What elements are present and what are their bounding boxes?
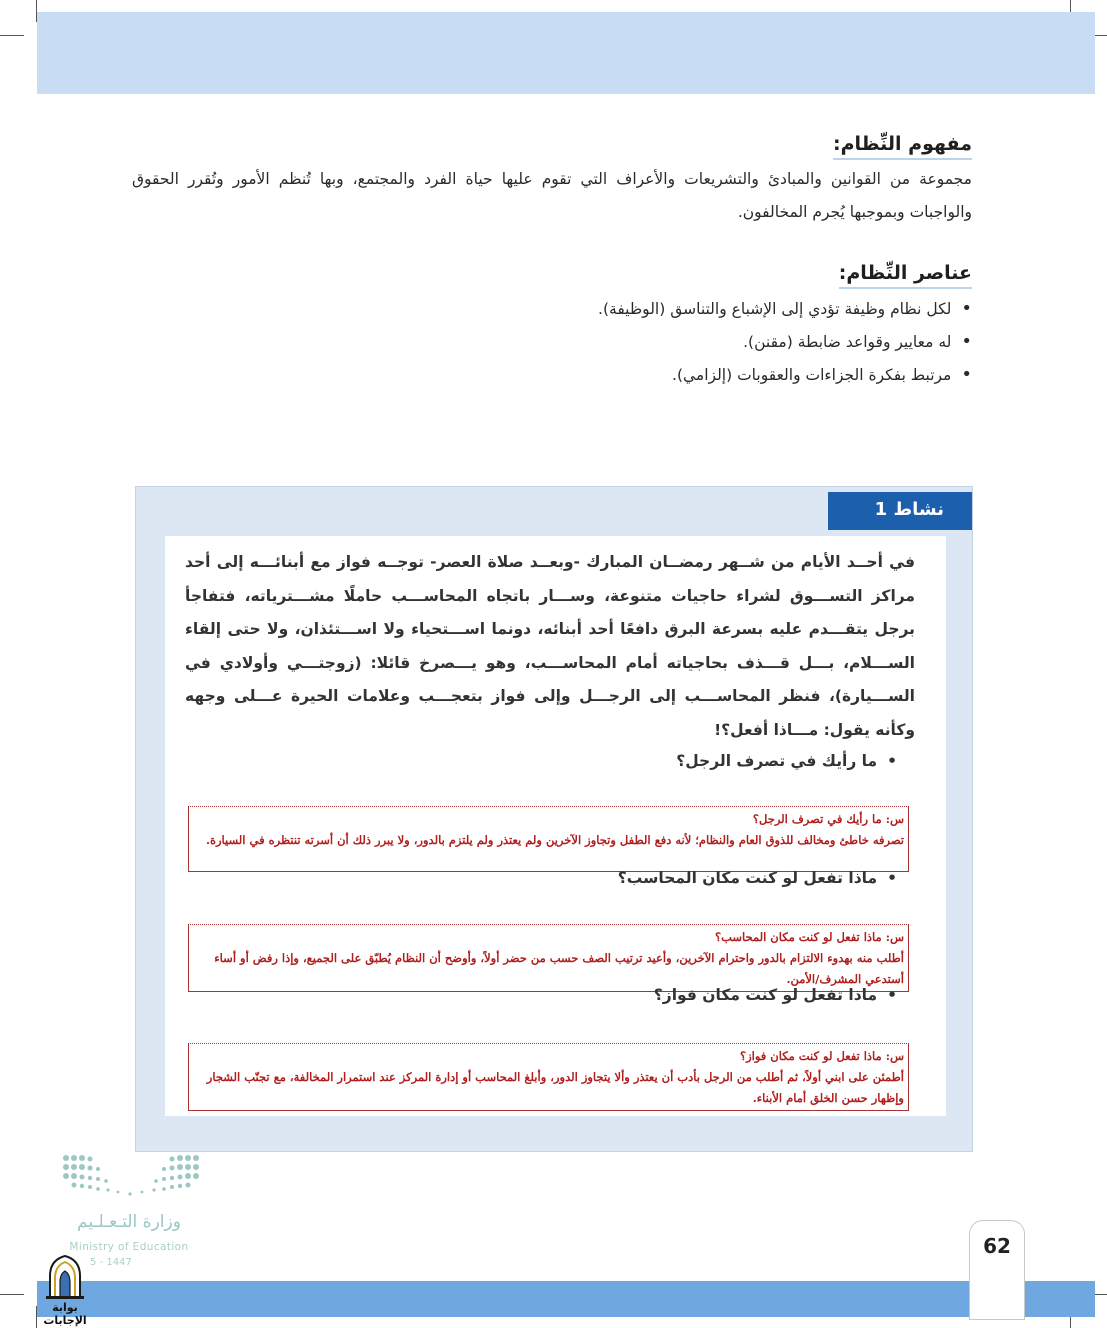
portal-label[interactable]: بوابة الإجابات — [43, 1301, 87, 1327]
concept-title: مفهوم النِّظام: — [833, 133, 972, 160]
list-item: • لكل نظام وظيفة تؤدي إلى الإشباع والتناسق (الوظيفة). — [172, 292, 972, 325]
top-header-band — [37, 12, 1095, 94]
mosque-icon — [44, 1254, 86, 1300]
answer-question: س: ما رأيك في تصرف الرجل؟ — [752, 812, 904, 826]
answer-box-1[interactable] — [188, 806, 909, 872]
answer-box-2[interactable] — [188, 924, 909, 992]
list-item: • له معايير وقواعد ضابطة (مقنن). — [172, 325, 972, 358]
ministry-name-arabic: وزارة التـعـلـيم — [77, 1212, 181, 1232]
answer-text: أطمئن على ابني أولاً، ثم أطلب من الرجل بأدب أن يعتذر وألا يتجاوز الدور، وأبلغ المحاسب أو إدارة المركز عند استمرار المخالفة، مع تجنّب الشجار وإظهار حسن الخلق أمام الأبناء. — [206, 1070, 904, 1105]
answer-text: أطلب منه بهدوء الالتزام بالدور واحترام الآخرين، وأعيد ترتيب الصف حسب من حضر أولاً، وأوضح أن النظام يُطبّق على الجميع، وإذا رفض أو أساء أستدعي المشرف/الأمن. — [214, 951, 904, 986]
ministry-name-english: Ministry of Education — [69, 1241, 189, 1253]
list-item: • مرتبط بفكرة الجزاءات والعقوبات (إلزامي). — [172, 358, 972, 391]
question-1: • ما رأيك في تصرف الرجل؟ — [676, 752, 897, 770]
bottom-footer-band — [37, 1281, 1095, 1317]
crop-mark — [0, 1294, 24, 1295]
edition-year: 5 - 1447 — [90, 1257, 132, 1268]
ministry-logo-icon — [60, 1152, 202, 1206]
activity-header: نشاط 1 — [828, 492, 972, 530]
crop-mark — [0, 35, 24, 36]
concept-text: مجموعة من القوانين والمبادئ والتشريعات والأعراف التي تقوم عليها حياة الفرد والمجتمع، وبها تُنظم الأمور وتُقرر الحقوق والواجبات وبموجبها يُجرم المخالفون. — [132, 170, 972, 221]
page-number: 62 — [983, 1234, 1011, 1258]
answer-text: تصرفه خاطئ ومخالف للذوق العام والنظام؛ لأنه دفع الطفل وتجاوز الآخرين ولم يعتذر ولم يلتزم بالدور، ولا يبرر ذلك أن أسرته تنتظره في السيارة. — [205, 833, 904, 847]
activity-story: في أحــد الأيام من شــهر رمضــان المبارك -وبعــد صلاة العصر- توجــه فواز مع أبنائـــه إلى أحد مراكز التســـوق لشراء حاجيات متنوعة، وســـار باتجاه المحاســـب حاملًا مشـــترياته، فتفاجأ برجل يتقـــدم عليه بسرعة البرق دافعًا أحد أبنائه، دونما اســـتحياء ولا اســـتئذان، ولا حتى إلقاء الســـلام، بـــل قـــذف بحاجياته أمام المحاســـب، وهو يـــصرخ قائلا: (زوجتـــي وأولادي في الســـيارة)، فنظر المحاســـب إلى الرجـــل وإلى فواز بتعجـــب وعلامات الحيرة عـــلى وجهه وكأنه يقول: مـــاذا أفعل؟! — [185, 553, 915, 739]
question-2: • ماذا تفعل لو كنت مكان المحاسب؟ — [618, 869, 897, 887]
answer-box-3[interactable] — [188, 1043, 909, 1111]
question-3: • ماذا تفعل لو كنت مكان فواز؟ — [654, 986, 897, 1004]
answer-question: س: ماذا تفعل لو كنت مكان المحاسب؟ — [714, 930, 904, 944]
elements-title: عناصر النِّظام: — [839, 262, 972, 289]
elements-list — [172, 292, 972, 391]
answer-question: س: ماذا تفعل لو كنت مكان فواز؟ — [740, 1049, 904, 1063]
